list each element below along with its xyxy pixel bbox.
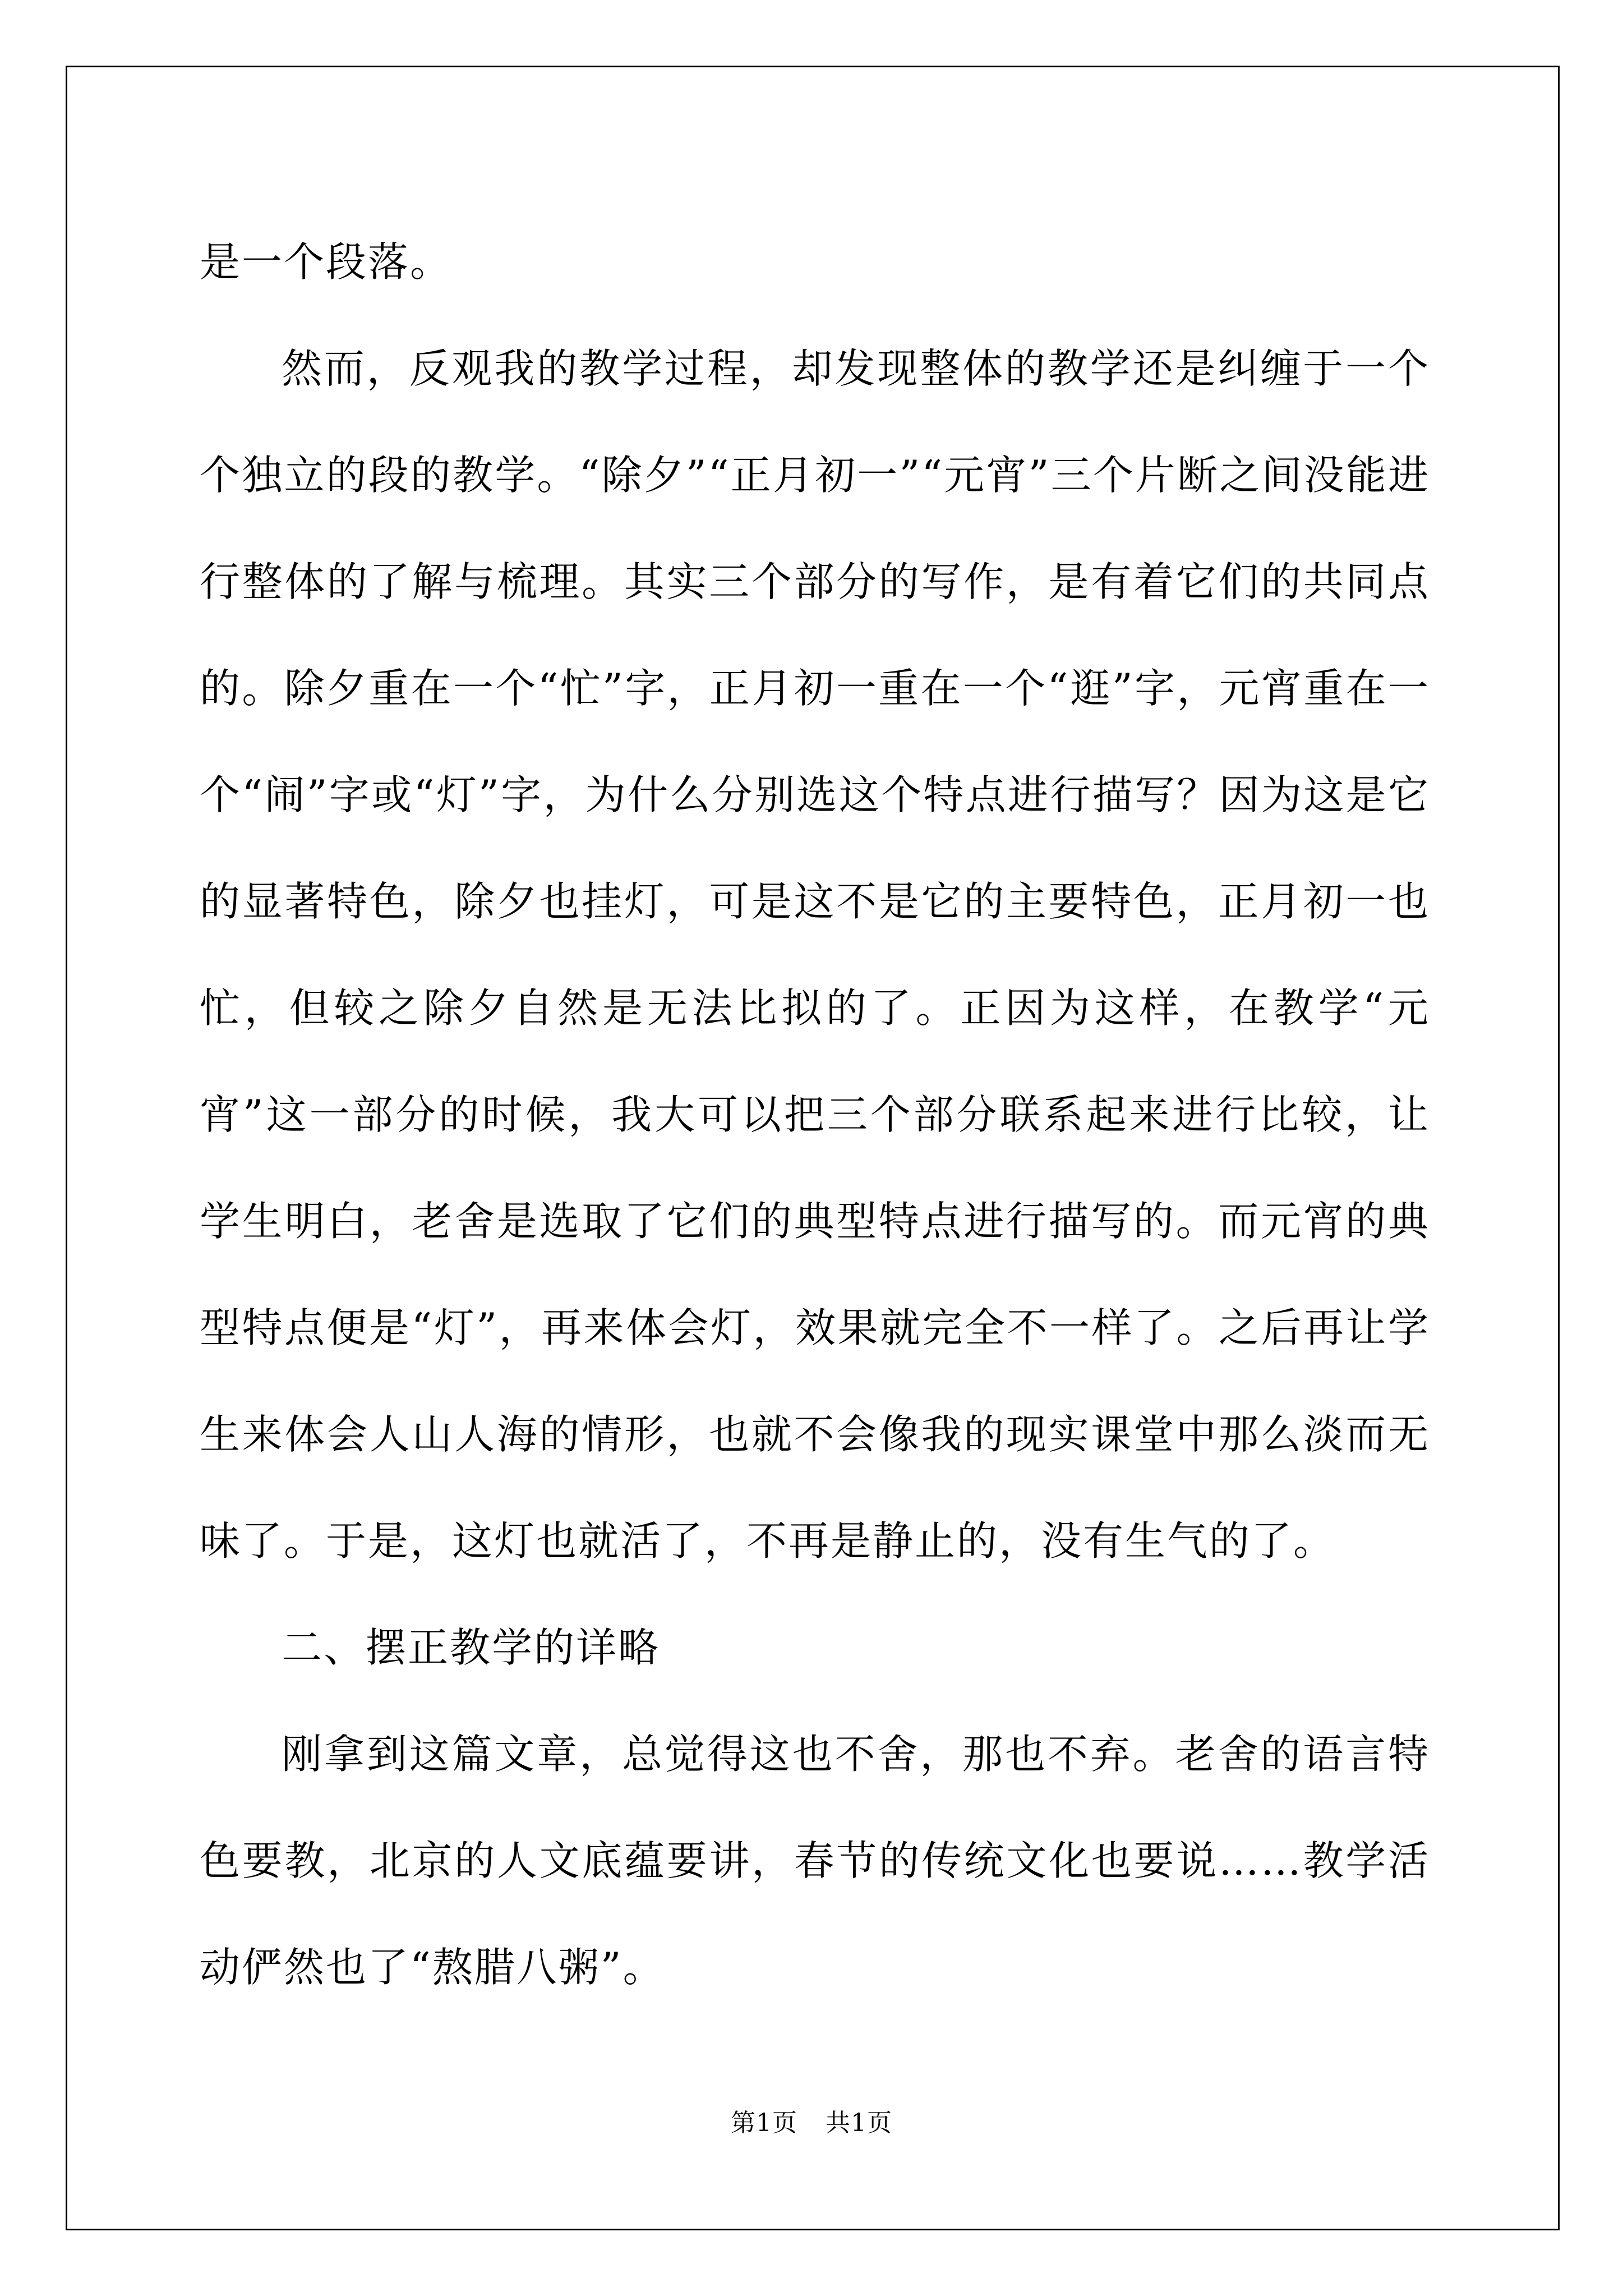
page-footer bbox=[0, 2106, 1623, 2140]
paragraph-details: 刚拿到这篇文章，总觉得这也不舍，那也不弃。老舍的语言特色要教，北京的人文底蕴要讲，春节的传统文化也要说……教学活动俨然也了“熬腊八粥”。 bbox=[200, 1731, 1430, 1991]
page-number-current: 第1页 bbox=[731, 2109, 797, 2137]
section-heading: 二、摆正教学的详略 bbox=[282, 1624, 661, 1671]
paragraph-reflection: 然而，反观我的教学过程，却发现整体的教学还是纠缠于一个个独立的段的教学。“除夕”“正月初一”“元宵”三个片断之间没能进行整体的了解与梳理。其实三个部分的写作，是有着它们的共同点的。除夕重在一个“忙”字，正月初一重在一个“逛”字，元宵重在一个“闹”字或“灯”字，为什么分别选这个特点进行描写？因为这是它的显著特色，除夕也挂灯，可是这不是它的主要特色，正月初一也忙，但较之除夕自然是无法比拟的了。正因为这样，在教学“元宵”这一部分的时候，我大可以把三个部分联系起来进行比较，让学生明白，老舍是选取了它们的典型特点进行描写的。而元宵的典型特点便是“灯”，再来体会灯，效果就完全不一样了。之后再让学生来体会人山人海的情形，也就不会像我的现实课堂中那么淡而无味了。于是，这灯也就活了，不再是静止的，没有生气的了。 bbox=[200, 345, 1430, 1565]
page-number-total: 共1页 bbox=[826, 2109, 892, 2137]
paragraph-continuation: 是一个段落。 bbox=[200, 238, 453, 286]
document-body bbox=[200, 209, 1430, 2021]
